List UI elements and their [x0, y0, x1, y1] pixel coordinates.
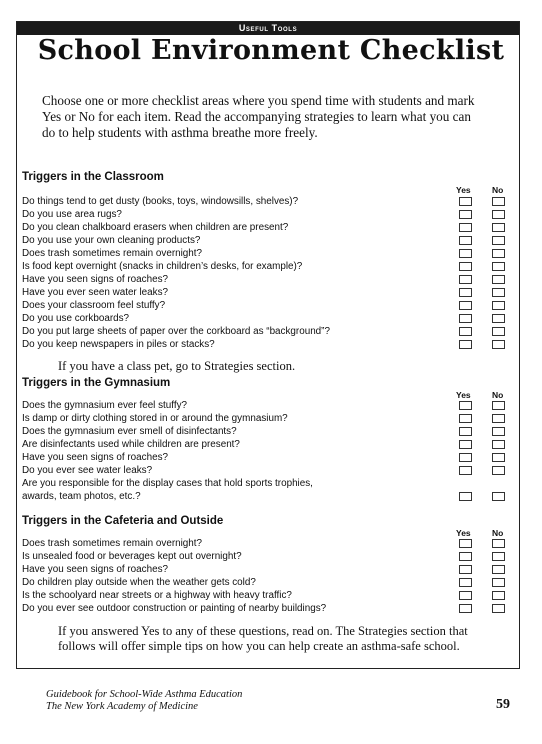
no-checkbox[interactable]	[492, 301, 505, 310]
footer-source	[46, 689, 242, 713]
no-checkbox[interactable]	[492, 210, 505, 219]
no-checkbox[interactable]	[492, 565, 505, 574]
column-no: No	[492, 528, 504, 538]
yes-checkbox[interactable]	[459, 223, 472, 232]
section-heading-classroom: Triggers in the Classroom	[22, 171, 164, 183]
header-bar: Useful Tools	[17, 22, 519, 35]
no-checkbox[interactable]	[492, 288, 505, 297]
question-text: Do you ever see outdoor construction or painting of nearby buildings?	[22, 603, 327, 614]
question-text: awards, team photos, etc.?	[22, 491, 141, 502]
no-checkbox[interactable]	[492, 466, 505, 475]
no-checkbox[interactable]	[492, 539, 505, 548]
yes-checkbox[interactable]	[459, 249, 472, 258]
no-checkbox[interactable]	[492, 604, 505, 613]
no-checkbox[interactable]	[492, 223, 505, 232]
classroom-note: If you have a class pet, go to Strategies section.	[58, 359, 296, 373]
yes-checkbox[interactable]	[459, 492, 472, 501]
page-title: School Environment Checklist	[37, 35, 505, 66]
question-text: Does the gymnasium ever feel stuffy?	[22, 400, 188, 411]
question-text: Do you use area rugs?	[22, 209, 122, 220]
question-text: Does the gymnasium ever smell of disinfectants?	[22, 426, 237, 437]
yes-checkbox[interactable]	[459, 453, 472, 462]
column-yes: Yes	[456, 185, 471, 195]
no-checkbox[interactable]	[492, 552, 505, 561]
yes-checkbox[interactable]	[459, 565, 472, 574]
question-text: Do you put large sheets of paper over the corkboard as “background”?	[22, 326, 330, 337]
question-text: Have you seen signs of roaches?	[22, 274, 169, 285]
yes-checkbox[interactable]	[459, 197, 472, 206]
yes-checkbox[interactable]	[459, 578, 472, 587]
no-checkbox[interactable]	[492, 401, 505, 410]
no-checkbox[interactable]	[492, 327, 505, 336]
question-text: Is food kept overnight (snacks in children’s desks, for example)?	[22, 261, 303, 272]
question-text: Have you seen signs of roaches?	[22, 564, 169, 575]
no-checkbox[interactable]	[492, 275, 505, 284]
yes-checkbox[interactable]	[459, 327, 472, 336]
section-heading-gymnasium: Triggers in the Gymnasium	[22, 377, 171, 389]
column-no: No	[492, 390, 504, 400]
no-checkbox[interactable]	[492, 440, 505, 449]
question-text: Do you ever see water leaks?	[22, 465, 153, 476]
yes-checkbox[interactable]	[459, 466, 472, 475]
closing-line-2: follows will offer simple tips on how you can help create an asthma-safe school.	[58, 639, 460, 653]
question-text: Is damp or dirty clothing stored in or around the gymnasium?	[22, 413, 288, 424]
question-text: Is unsealed food or beverages kept out overnight?	[22, 551, 242, 562]
no-checkbox[interactable]	[492, 414, 505, 423]
no-checkbox[interactable]	[492, 249, 505, 258]
question-text: Does your classroom feel stuffy?	[22, 300, 166, 311]
no-checkbox[interactable]	[492, 578, 505, 587]
yes-checkbox[interactable]	[459, 414, 472, 423]
closing-line-1: If you answered Yes to any of these questions, read on. The Strategies section that	[58, 624, 468, 638]
question-text: Do children play outside when the weather gets cold?	[22, 577, 256, 588]
no-checkbox[interactable]	[492, 591, 505, 600]
question-text: Does trash sometimes remain overnight?	[22, 248, 203, 259]
no-checkbox[interactable]	[492, 453, 505, 462]
question-text: Do things tend to get dusty (books, toys, windowsills, shelves)?	[22, 196, 299, 207]
question-text: Does trash sometimes remain overnight?	[22, 538, 203, 549]
question-text: Do you use your own cleaning products?	[22, 235, 201, 246]
no-checkbox[interactable]	[492, 427, 505, 436]
no-checkbox[interactable]	[492, 197, 505, 206]
yes-checkbox[interactable]	[459, 210, 472, 219]
yes-checkbox[interactable]	[459, 262, 472, 271]
yes-checkbox[interactable]	[459, 301, 472, 310]
no-checkbox[interactable]	[492, 314, 505, 323]
yes-checkbox[interactable]	[459, 288, 472, 297]
yes-checkbox[interactable]	[459, 236, 472, 245]
no-checkbox[interactable]	[492, 236, 505, 245]
no-checkbox[interactable]	[492, 262, 505, 271]
yes-checkbox[interactable]	[459, 314, 472, 323]
yes-checkbox[interactable]	[459, 539, 472, 548]
yes-checkbox[interactable]	[459, 440, 472, 449]
yes-checkbox[interactable]	[459, 275, 472, 284]
section-heading-cafeteria: Triggers in the Cafeteria and Outside	[22, 515, 224, 527]
footer-line-2: The New York Academy of Medicine	[46, 701, 198, 712]
question-text: Do you use corkboards?	[22, 313, 130, 324]
question-text: Are disinfectants used while children are present?	[22, 439, 240, 450]
yes-checkbox[interactable]	[459, 427, 472, 436]
question-text: Is the schoolyard near streets or a highway with heavy traffic?	[22, 590, 292, 601]
question-text: Have you ever seen water leaks?	[22, 287, 169, 298]
yes-checkbox[interactable]	[459, 401, 472, 410]
column-yes: Yes	[456, 528, 471, 538]
question-text: Do you keep newspapers in piles or stacks?	[22, 339, 215, 350]
column-no: No	[492, 185, 504, 195]
intro-text: Choose one or more checklist areas where you spend time with students and mark Yes or No for each item. Read the accompanying strategies to learn what you can do to help students with asthma breathe more freely.	[42, 93, 475, 140]
no-checkbox[interactable]	[492, 340, 505, 349]
question-text: Have you seen signs of roaches?	[22, 452, 169, 463]
no-checkbox[interactable]	[492, 492, 505, 501]
question-text: Do you clean chalkboard erasers when children are present?	[22, 222, 289, 233]
yes-checkbox[interactable]	[459, 340, 472, 349]
question-text: Are you responsible for the display cases that hold sports trophies,	[22, 478, 313, 489]
footer-line-1: Guidebook for School-Wide Asthma Education	[46, 689, 243, 700]
page-number: 59	[496, 697, 510, 712]
yes-checkbox[interactable]	[459, 604, 472, 613]
column-yes: Yes	[456, 390, 471, 400]
yes-checkbox[interactable]	[459, 552, 472, 561]
yes-checkbox[interactable]	[459, 591, 472, 600]
